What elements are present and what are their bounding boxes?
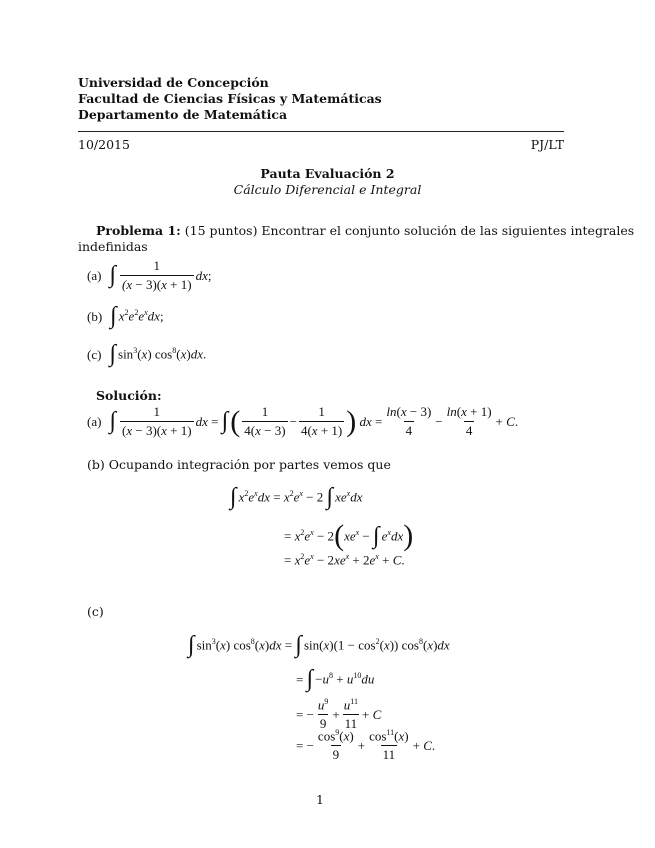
solution-b-eq3: = $x^2e^x - 2xe^x + 2e^x + C$. [284, 552, 405, 568]
solution-b-eq1: ∫ $x^2e^xdx = x^2e^x - 2$ ∫ $xe^xdx$ [230, 484, 363, 510]
solution-b-text: (b) Ocupando integración por partes vemos que [87, 457, 391, 472]
problem-text-line1: (15 puntos) Encontrar el conjunto solución de las siguientes integrales [184, 223, 635, 238]
solution-b-eq2: = $x^2e^x - 2$ ( $xe^x$ − ∫ $e^xdx$ ) [284, 519, 414, 552]
solution-c-eq3: = − $\frac{u^9}{9}$ + $\frac{u^{11}}{11}$ + C [296, 697, 382, 732]
problem-label: Problema 1: [96, 223, 181, 238]
problem-item-c: (c) ∫ $\sin^3(x)$ $\cos^8(x)dx$. [87, 341, 207, 367]
solution-c-eq2: = ∫ $-u^8 + u^{10}du$ [296, 666, 375, 692]
initials: PJ/LT [530, 137, 564, 152]
solution-item-a: (a) ∫ $\frac{1}{(x - 3)(x + 1)}$ dx = ∫ ( $\frac{1}{4(x - 3)}$ − $\frac{1}{4(x + 1)}$ ) dx = $\frac{\ln(x - 3)}{4}$ − $\frac{\ln(x + 1)}{4}$ + C. [87, 404, 519, 438]
solution-c-eq4: = − $\frac{\cos^9(x)}{9}$ + $\frac{\cos^{11}(x)}{11}$ + C. [296, 728, 436, 763]
problem-item-b: (b) ∫ $x^2e^2e^xdx$; [87, 303, 164, 329]
header-rule [78, 131, 564, 132]
problem-text-line2: indefinidas [78, 239, 148, 254]
problem-item-a: (a) ∫ $\frac{1}{(x - 3)(x + 1)}$ dx; [87, 258, 212, 292]
page-title: Pauta Evaluación 2 [260, 166, 395, 181]
faculty-name: Facultad de Ciencias Físicas y Matemáticas [78, 91, 382, 106]
item-label-b: (b) [87, 308, 103, 324]
page-number: 1 [316, 792, 324, 807]
problem-statement [96, 223, 634, 238]
university-name: Universidad de Concepción [78, 75, 269, 90]
solution-label: Solución: [96, 388, 162, 403]
department-name: Departamento de Matemática [78, 107, 288, 122]
page-subtitle: Cálculo Diferencial e Integral [233, 182, 422, 197]
item-label-c: (c) [87, 346, 102, 362]
solution-c-eq1: ∫ $\sin^3(x) \cos^8(x)dx$ = ∫ $\sin(x)(1 - \cos^2(x))$ $\cos^8(x)dx$ [188, 632, 450, 658]
item-label-a: (a) [87, 267, 102, 283]
solution-c-label: (c) [87, 604, 104, 619]
date: 10/2015 [78, 137, 130, 152]
